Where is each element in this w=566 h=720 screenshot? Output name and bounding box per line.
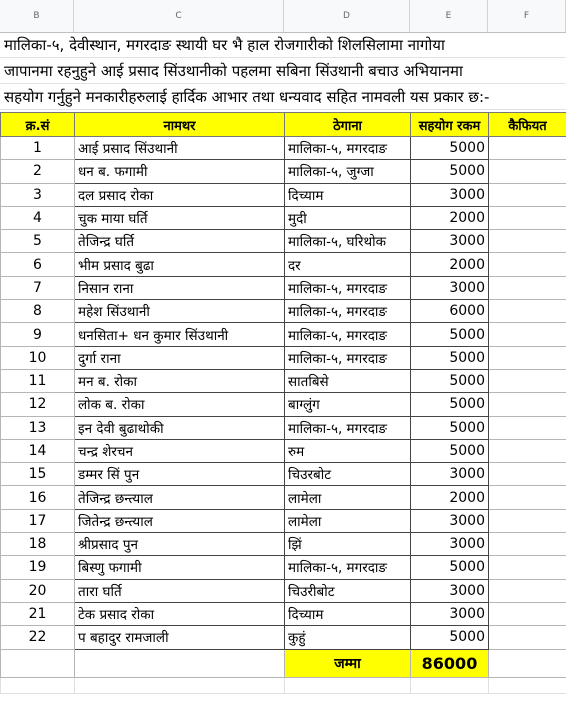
total-row bbox=[1, 649, 566, 677]
intro-text-1: मालिका-५, देवीस्थान, मगरदाङ स्थायी घर भै हाल रोजगारीको शिलसिलामा नागोया bbox=[4, 36, 445, 54]
total-value[interactable]: 86000 bbox=[411, 649, 489, 677]
amount-cell[interactable]: 5000 bbox=[411, 556, 489, 579]
amount-cell[interactable]: 3000 bbox=[411, 276, 489, 299]
name-cell[interactable]: जितेन्द्र छन्त्याल bbox=[75, 509, 285, 532]
address-cell[interactable]: मालिका-५, मगरदाङ bbox=[285, 416, 411, 439]
address-cell[interactable]: मालिका-५, मगरदाङ bbox=[285, 346, 411, 369]
sn-cell[interactable]: 12 bbox=[1, 393, 75, 416]
name-cell[interactable]: डम्मर सिं पुन bbox=[75, 463, 285, 486]
address-cell[interactable]: मालिका-५, मगरदाङ bbox=[285, 323, 411, 346]
total-label[interactable]: जम्मा bbox=[285, 649, 411, 677]
column-header-bar bbox=[0, 0, 566, 33]
empty-cell[interactable] bbox=[1, 677, 75, 693]
remarks-cell[interactable] bbox=[489, 323, 566, 346]
name-cell[interactable]: दुर्गा राना bbox=[75, 346, 285, 369]
table-row bbox=[1, 323, 566, 346]
table-row bbox=[1, 416, 566, 439]
table-header-row bbox=[1, 113, 566, 137]
intro-text-3: सहयोग गर्नुहुने मनकारीहरुलाई हार्दिक आभार तथा धन्यवाद सहित नामवली यस प्रकार छ:- bbox=[4, 88, 490, 106]
name-cell[interactable]: आई प्रसाद सिंउथानी bbox=[75, 137, 285, 160]
table-row bbox=[1, 486, 566, 509]
amount-cell[interactable]: 3000 bbox=[411, 183, 489, 206]
address-cell[interactable]: मालिका-५, मगरदाङ bbox=[285, 556, 411, 579]
address-cell[interactable]: सातबिसे bbox=[285, 369, 411, 392]
remarks-cell[interactable] bbox=[489, 416, 566, 439]
sn-cell[interactable]: 21 bbox=[1, 602, 75, 625]
amount-cell[interactable]: 2000 bbox=[411, 206, 489, 229]
sn-cell[interactable]: 13 bbox=[1, 416, 75, 439]
name-cell[interactable]: महेश सिंउथानी bbox=[75, 300, 285, 323]
address-cell[interactable]: मालिका-५, मगरदाङ bbox=[285, 137, 411, 160]
amount-cell[interactable]: 2000 bbox=[411, 486, 489, 509]
table-row bbox=[1, 579, 566, 602]
table-row bbox=[1, 183, 566, 206]
amount-cell[interactable]: 5000 bbox=[411, 323, 489, 346]
address-cell[interactable]: दिच्याम bbox=[285, 183, 411, 206]
header-remarks[interactable]: कैफियत bbox=[489, 113, 566, 137]
table-row bbox=[1, 137, 566, 160]
amount-cell[interactable]: 5000 bbox=[411, 626, 489, 649]
name-cell[interactable]: श्रीप्रसाद पुन bbox=[75, 533, 285, 556]
sn-cell[interactable]: 11 bbox=[1, 369, 75, 392]
name-cell[interactable]: बिस्णु फगामी bbox=[75, 556, 285, 579]
amount-cell[interactable]: 3000 bbox=[411, 230, 489, 253]
total-empty-cell[interactable] bbox=[75, 649, 285, 677]
intro-line-2[interactable] bbox=[0, 58, 566, 84]
column-header-b[interactable]: B bbox=[0, 0, 74, 32]
table-row bbox=[1, 626, 566, 649]
address-cell[interactable]: चिउरबोट bbox=[285, 463, 411, 486]
header-name[interactable]: नामथर bbox=[75, 113, 285, 137]
total-empty-cell[interactable] bbox=[1, 649, 75, 677]
name-cell[interactable]: इन देवी बुढाथोकी bbox=[75, 416, 285, 439]
table-row bbox=[1, 230, 566, 253]
table-row bbox=[1, 439, 566, 462]
amount-cell[interactable]: 6000 bbox=[411, 300, 489, 323]
remarks-cell[interactable] bbox=[489, 509, 566, 532]
remarks-cell[interactable] bbox=[489, 346, 566, 369]
amount-cell[interactable]: 5000 bbox=[411, 160, 489, 183]
remarks-cell[interactable] bbox=[489, 439, 566, 462]
remarks-cell[interactable] bbox=[489, 579, 566, 602]
sn-cell[interactable]: 19 bbox=[1, 556, 75, 579]
sn-cell[interactable]: 22 bbox=[1, 626, 75, 649]
address-cell[interactable]: बाग्लुंग bbox=[285, 393, 411, 416]
sn-cell[interactable]: 5 bbox=[1, 230, 75, 253]
table-row bbox=[1, 533, 566, 556]
address-cell[interactable]: लामेला bbox=[285, 486, 411, 509]
header-sn[interactable]: क्र.सं bbox=[1, 113, 75, 137]
empty-cell[interactable] bbox=[489, 677, 566, 693]
amount-cell[interactable]: 5000 bbox=[411, 369, 489, 392]
remarks-cell[interactable] bbox=[489, 300, 566, 323]
sn-cell[interactable]: 2 bbox=[1, 160, 75, 183]
name-cell[interactable]: लोक ब. रोका bbox=[75, 393, 285, 416]
remarks-cell[interactable] bbox=[489, 230, 566, 253]
name-cell[interactable]: धनसिता+ धन कुमार सिंउथानी bbox=[75, 323, 285, 346]
address-cell[interactable]: मालिका-५, जुग्जा bbox=[285, 160, 411, 183]
remarks-cell[interactable] bbox=[489, 276, 566, 299]
sn-cell[interactable]: 16 bbox=[1, 486, 75, 509]
sn-cell[interactable]: 14 bbox=[1, 439, 75, 462]
empty-cell[interactable] bbox=[285, 677, 411, 693]
amount-cell[interactable]: 5000 bbox=[411, 346, 489, 369]
column-header-f[interactable]: F bbox=[488, 0, 566, 32]
amount-cell[interactable]: 2000 bbox=[411, 253, 489, 276]
amount-cell[interactable]: 3000 bbox=[411, 463, 489, 486]
column-header-d[interactable]: D bbox=[284, 0, 410, 32]
address-cell[interactable]: कुहुं bbox=[285, 626, 411, 649]
name-cell[interactable]: तेजिन्द्र छन्त्याल bbox=[75, 486, 285, 509]
remarks-cell[interactable] bbox=[489, 626, 566, 649]
intro-text-2: जापानमा रहनुहुने आई प्रसाद सिंउथानीको पहलमा सबिना सिंउथानी बचाउ अभियानमा bbox=[4, 62, 463, 80]
address-cell[interactable]: लामेला bbox=[285, 509, 411, 532]
sn-cell[interactable]: 17 bbox=[1, 509, 75, 532]
column-header-c[interactable]: C bbox=[74, 0, 284, 32]
table-row bbox=[1, 463, 566, 486]
remarks-cell[interactable] bbox=[489, 486, 566, 509]
name-cell[interactable]: तारा घर्ति bbox=[75, 579, 285, 602]
address-cell[interactable]: दिच्याम bbox=[285, 602, 411, 625]
table-row bbox=[1, 346, 566, 369]
sn-cell[interactable]: 10 bbox=[1, 346, 75, 369]
name-cell[interactable]: तेजिन्द्र घर्ति bbox=[75, 230, 285, 253]
table-row bbox=[1, 206, 566, 229]
name-cell[interactable]: दल प्रसाद रोका bbox=[75, 183, 285, 206]
remarks-cell[interactable] bbox=[489, 533, 566, 556]
address-cell[interactable]: रुम bbox=[285, 439, 411, 462]
remarks-cell[interactable] bbox=[489, 602, 566, 625]
table-row bbox=[1, 253, 566, 276]
amount-cell[interactable]: 5000 bbox=[411, 439, 489, 462]
sn-cell[interactable]: 1 bbox=[1, 137, 75, 160]
remarks-cell[interactable] bbox=[489, 393, 566, 416]
name-cell[interactable]: चुक माया घर्ति bbox=[75, 206, 285, 229]
address-cell[interactable]: मालिका-५, मगरदाङ bbox=[285, 300, 411, 323]
empty-cell[interactable] bbox=[75, 677, 285, 693]
amount-cell[interactable]: 5000 bbox=[411, 393, 489, 416]
amount-cell[interactable]: 3000 bbox=[411, 533, 489, 556]
header-amount[interactable]: सहयोग रकम bbox=[411, 113, 489, 137]
sn-cell[interactable]: 7 bbox=[1, 276, 75, 299]
name-cell[interactable]: टेक प्रसाद रोका bbox=[75, 602, 285, 625]
remarks-cell[interactable] bbox=[489, 160, 566, 183]
sn-cell[interactable]: 9 bbox=[1, 323, 75, 346]
sn-cell[interactable]: 15 bbox=[1, 463, 75, 486]
donor-table bbox=[0, 112, 566, 694]
remarks-cell[interactable] bbox=[489, 183, 566, 206]
blank-row bbox=[1, 677, 566, 693]
sn-cell[interactable]: 4 bbox=[1, 206, 75, 229]
name-cell[interactable]: धन ब. फगामी bbox=[75, 160, 285, 183]
table-row bbox=[1, 556, 566, 579]
sn-cell[interactable]: 3 bbox=[1, 183, 75, 206]
table-row bbox=[1, 509, 566, 532]
remarks-cell[interactable] bbox=[489, 253, 566, 276]
sn-cell[interactable]: 18 bbox=[1, 533, 75, 556]
table-row bbox=[1, 369, 566, 392]
name-cell[interactable]: भीम प्रसाद बुढा bbox=[75, 253, 285, 276]
address-cell[interactable]: चिउरीबोट bbox=[285, 579, 411, 602]
address-cell[interactable]: मालिका-५, घरिथोक bbox=[285, 230, 411, 253]
table-row bbox=[1, 393, 566, 416]
total-empty-cell[interactable] bbox=[489, 649, 566, 677]
remarks-cell[interactable] bbox=[489, 206, 566, 229]
table-row bbox=[1, 160, 566, 183]
name-cell[interactable]: निसान राना bbox=[75, 276, 285, 299]
table-row bbox=[1, 300, 566, 323]
amount-cell[interactable]: 3000 bbox=[411, 509, 489, 532]
name-cell[interactable]: चन्द्र शेरचन bbox=[75, 439, 285, 462]
table-row bbox=[1, 602, 566, 625]
remarks-cell[interactable] bbox=[489, 369, 566, 392]
amount-cell[interactable]: 3000 bbox=[411, 602, 489, 625]
address-cell[interactable]: झिं bbox=[285, 533, 411, 556]
address-cell[interactable]: दर bbox=[285, 253, 411, 276]
intro-line-3[interactable] bbox=[0, 84, 566, 110]
column-header-e[interactable]: E bbox=[410, 0, 488, 32]
intro-line-1[interactable] bbox=[0, 32, 566, 58]
name-cell[interactable]: प बहादुर रामजाली bbox=[75, 626, 285, 649]
amount-cell[interactable]: 3000 bbox=[411, 579, 489, 602]
remarks-cell[interactable] bbox=[489, 463, 566, 486]
address-cell[interactable]: मालिका-५, मगरदाङ bbox=[285, 276, 411, 299]
sn-cell[interactable]: 8 bbox=[1, 300, 75, 323]
amount-cell[interactable]: 5000 bbox=[411, 137, 489, 160]
address-cell[interactable]: मुदी bbox=[285, 206, 411, 229]
remarks-cell[interactable] bbox=[489, 556, 566, 579]
name-cell[interactable]: मन ब. रोका bbox=[75, 369, 285, 392]
amount-cell[interactable]: 5000 bbox=[411, 416, 489, 439]
sn-cell[interactable]: 6 bbox=[1, 253, 75, 276]
sn-cell[interactable]: 20 bbox=[1, 579, 75, 602]
empty-cell[interactable] bbox=[411, 677, 489, 693]
remarks-cell[interactable] bbox=[489, 137, 566, 160]
table-row bbox=[1, 276, 566, 299]
header-address[interactable]: ठेगाना bbox=[285, 113, 411, 137]
